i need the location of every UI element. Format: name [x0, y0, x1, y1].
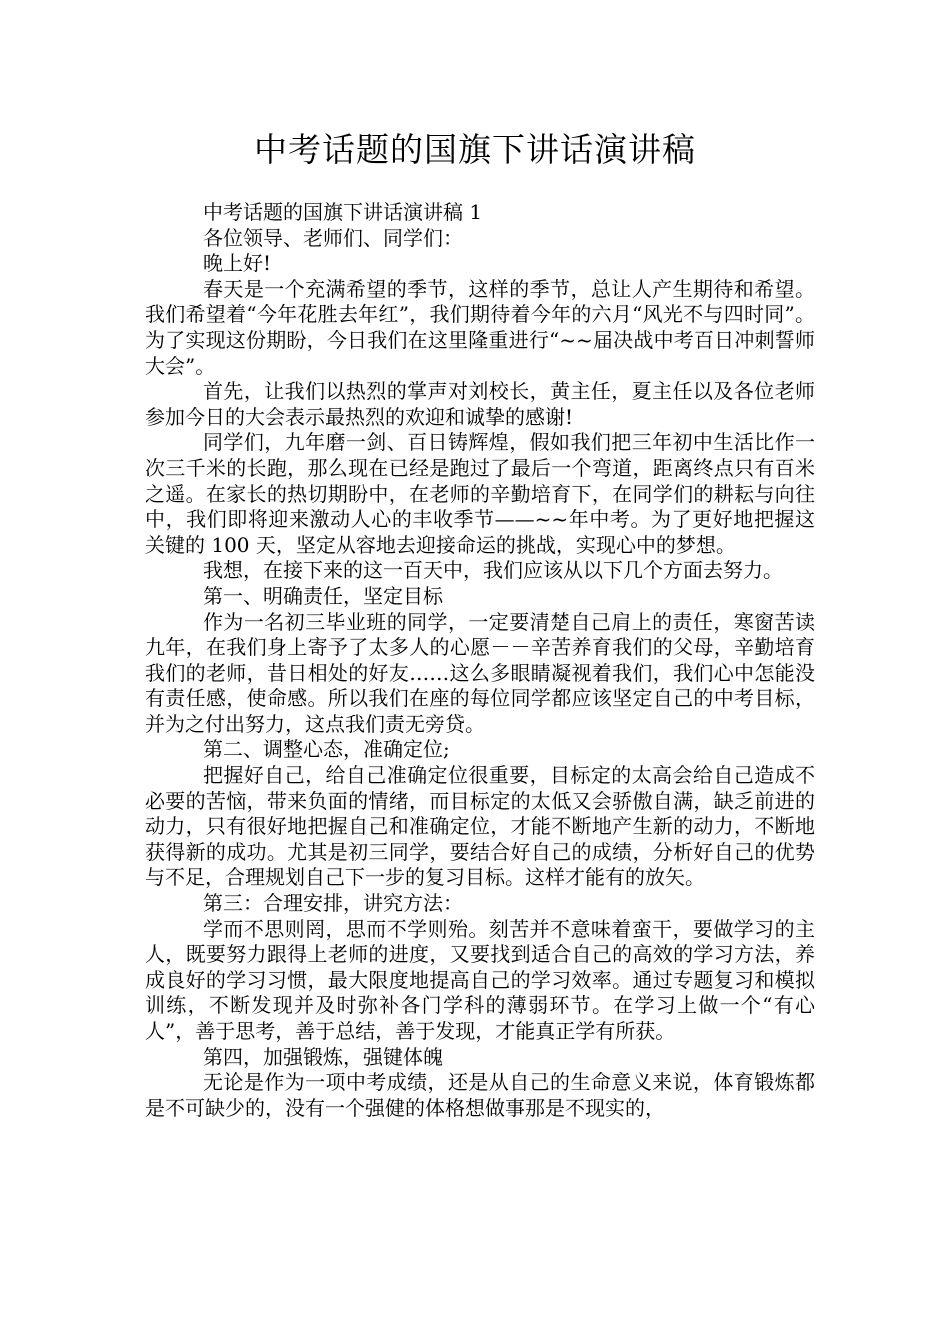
paragraph-method: 学而不思则罔，思而不学则殆。刻苦并不意味着蛮干，要做学习的主人，既要努力跟得上老师的进度，又要找到适合自己的高效的学习方法，养成良好的学习习惯，最大限度地提高自己的学习效率。通过专题复习和模拟训练，不断发现并及时弥补各门学科的薄弱环节。在学习上做一个“有心人”，善于思考，善于总结，善于发现，才能真正学有所获。	[145, 916, 815, 1043]
paragraph-responsibility: 作为一名初三毕业班的同学，一定要清楚自己肩上的责任，寒窗苦读九年，在我们身上寄予了太多人的心愿－－辛苦养育我们的父母，辛勤培育我们的老师，昔日相处的好友……这么多眼睛凝视着我们，我们心中怎能没有责任感，使命感。所以我们在座的每位同学都应该坚定自己的中考目标，并为之付出努力，这点我们责无旁贷。	[145, 609, 815, 736]
paragraph-exercise: 无论是作为一项中考成绩，还是从自己的生命意义来说，体育锻炼都是不可缺少的，没有一个强健的体格想做事那是不现实的，	[145, 1070, 815, 1120]
paragraph-spring: 春天是一个充满希望的季节，这样的季节，总让人产生期待和希望。我们希望着“今年花胜去年红”，我们期待着今年的六月“风光不与四时同”。为了实现这份期盼，今日我们在这里隆重进行“~~届决战中考百日冲刺誓师大会”。	[145, 276, 815, 378]
section-heading-1: 第一、明确责任，坚定目标	[203, 583, 443, 608]
document-body	[145, 200, 815, 1121]
document-title: 中考话题的国旗下讲话演讲稿	[254, 130, 696, 169]
section-heading-2: 第二、调整心态，准确定位;	[203, 737, 450, 762]
paragraph-thanks: 首先，让我们以热烈的掌声对刘校长，黄主任，夏主任以及各位老师参加今日的大会表示最热烈的欢迎和诚挚的感谢!	[145, 379, 815, 429]
paragraph-intro-points: 我想，在接下来的这一百天中，我们应该从以下几个方面去努力。	[203, 558, 783, 583]
paragraph-heading: 中考话题的国旗下讲话演讲稿 1	[203, 200, 483, 224]
section-heading-4: 第四，加强锻炼，强键体魄	[203, 1044, 443, 1069]
paragraph-salutation: 各位领导、老师们、同学们：	[203, 225, 463, 250]
paragraph-mindset: 把握好自己，给自己准确定位很重要，目标定的太高会给自己造成不必要的苦恼，带来负面的情绪，而目标定的太低又会骄傲自满，缺乏前进的动力，只有很好地把握自己和准确定位，才能不断地产生新的动力，不断地获得新的成功。尤其是初三同学，要结合好自己的成绩，分析好自己的优势与不足，合理规划自己下一步的复习目标。这样才能有的放矢。	[145, 763, 815, 890]
paragraph-greeting: 晚上好!	[203, 251, 272, 276]
paragraph-classmates: 同学们，九年磨一剑、百日铸辉煌，假如我们把三年初中生活比作一次三千米的长跑，那么现在已经是跑过了最后一个弯道，距离终点只有百米之遥。在家长的热切期盼中，在老师的辛勤培育下，在同学们的耕耘与向往中，我们即将迎来激动人心的丰收季节——~~年中考。为了更好地把握这关键的 100 天，坚定从容地去迎接命运的挑战，实现心中的梦想。	[145, 430, 815, 557]
section-heading-3: 第三：合理安排，讲究方法：	[203, 891, 463, 916]
